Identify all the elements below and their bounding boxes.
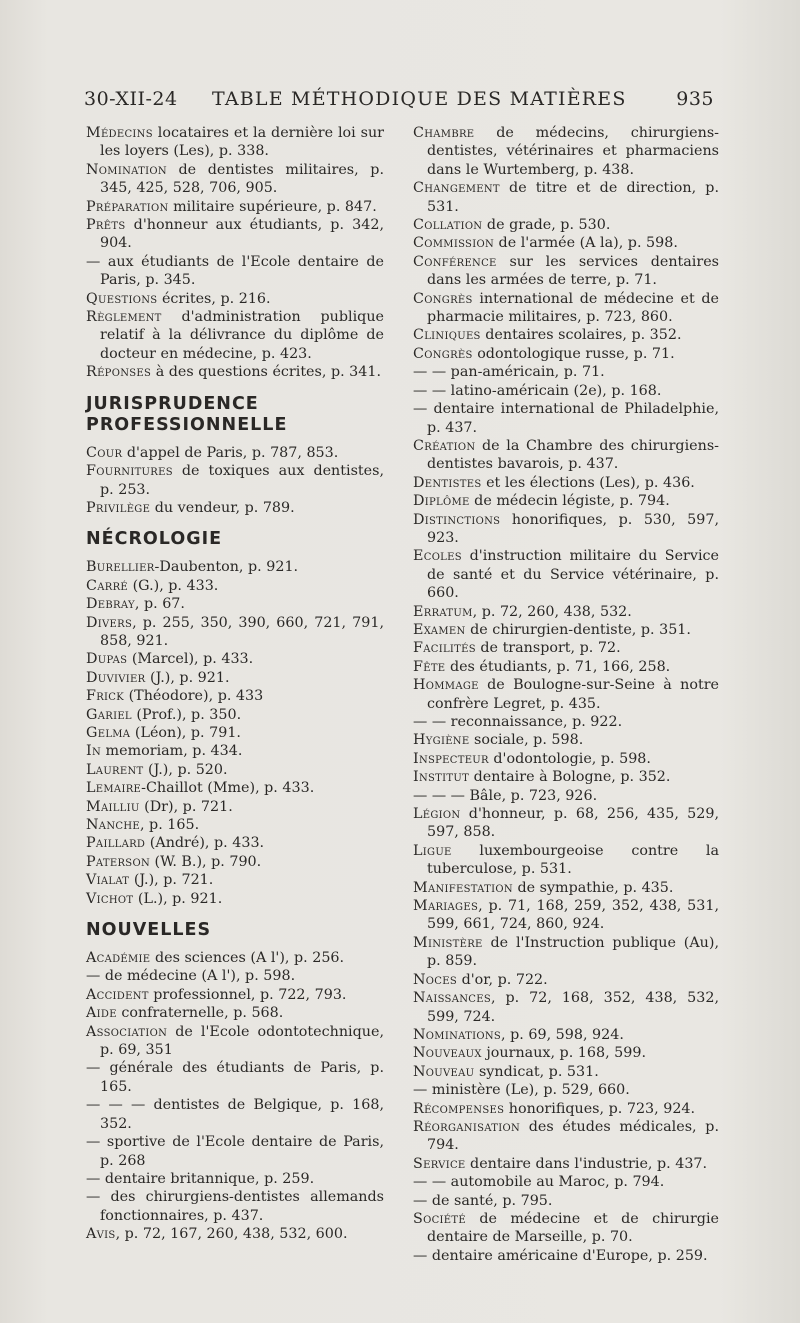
index-entry <box>86 779 384 797</box>
entry-text: de l'Ecole odontotechnique, p. 69, 351 <box>100 1023 384 1059</box>
entry-text: sur les services dentaires dans les armées de terre, p. 71. <box>427 253 720 289</box>
index-entry <box>86 290 384 308</box>
entry-text: — aux étudiants de l'Ecole dentaire de Paris, p. 345. <box>86 253 384 289</box>
index-entry <box>86 499 384 517</box>
index-entry <box>413 492 719 510</box>
entry-text: de sympathie, p. 435. <box>517 879 674 896</box>
index-entry <box>413 805 719 842</box>
entry-keyword: Institut <box>413 769 470 786</box>
entry-text: du vendeur, p. 789. <box>154 499 295 516</box>
entry-keyword: Hommage <box>413 677 479 694</box>
index-entry <box>86 253 384 290</box>
index-entry <box>86 724 384 742</box>
entry-keyword: Changement <box>413 180 500 197</box>
entry-text: (Marcel), p. 433. <box>131 651 254 668</box>
index-entry <box>86 761 384 779</box>
index-entry <box>413 842 719 879</box>
entry-keyword: Paillard <box>86 835 146 852</box>
entry-text: des sciences (A l'), p. 256. <box>154 950 345 967</box>
entry-keyword: Réponses <box>86 364 152 381</box>
entry-text: écrites, p. 216. <box>161 290 271 307</box>
index-entry <box>413 897 719 934</box>
entry-keyword: Distinctions <box>413 511 501 528</box>
entry-text: d'honneur, p. 68, 256, 435, 529, 597, 858. <box>427 806 720 841</box>
entry-keyword: Création <box>413 437 476 454</box>
entry-text: — — automobile au Maroc, p. 794. <box>413 1174 665 1191</box>
entry-keyword: Erratum <box>413 603 473 620</box>
entry-text: — sportive de l'Ecole dentaire de Paris, p. 268 <box>86 1134 384 1169</box>
entry-keyword: Lemaire <box>86 780 142 797</box>
entry-text: d'appel de Paris, p. 787, 853. <box>126 444 339 461</box>
entries-necrologie <box>86 558 384 908</box>
index-entry <box>413 1081 719 1099</box>
index-entry <box>413 363 719 381</box>
entry-keyword: Naissances <box>413 990 491 1007</box>
entry-keyword: Cliniques <box>413 327 481 344</box>
entry-text: de médecine et de chirurgie dentaire de Marseille, p. 70. <box>427 1210 719 1246</box>
entry-keyword: Privilège <box>86 499 151 516</box>
entry-keyword: Association <box>86 1023 168 1040</box>
entry-text: d'honneur aux étudiants, p. 342, 904. <box>100 217 384 252</box>
entry-text: (Prof.), p. 350. <box>136 706 242 723</box>
entry-text: professionnel, p. 722, 793. <box>153 986 347 1003</box>
page-number: 935 <box>676 88 714 110</box>
index-entry <box>86 742 384 760</box>
entry-keyword: Dupas <box>86 651 128 668</box>
entry-keyword: In <box>86 743 101 760</box>
entry-keyword: Burellier <box>86 559 155 576</box>
entry-keyword: Commission <box>413 235 494 252</box>
entry-keyword: Manifestation <box>413 879 513 896</box>
entry-keyword: Prêts <box>86 217 126 234</box>
entry-keyword: Frick <box>86 688 125 705</box>
entry-text: , p. 71, 168, 259, 352, 438, 531, 599, 661, 724, 860, 924. <box>427 898 719 933</box>
entry-text: journaux, p. 168, 599. <box>486 1045 647 1062</box>
entry-text: (André), p. 433. <box>149 835 265 852</box>
entry-keyword: Examen <box>413 621 466 638</box>
entry-keyword: Vichot <box>86 890 134 907</box>
index-entry <box>413 1026 719 1044</box>
entries-nouvelles <box>86 949 384 1244</box>
entry-text: — des chirurgiens-dentistes allemands fonctionnaires, p. 437. <box>86 1189 384 1224</box>
entry-text: , p. 255, 350, 390, 660, 721, 791, 858, 921. <box>100 614 384 649</box>
index-entry <box>413 400 719 437</box>
entry-text: dentaire à Bologne, p. 352. <box>473 769 671 786</box>
entry-keyword: Préparation <box>86 198 169 215</box>
index-entry <box>413 547 719 602</box>
entry-keyword: Laurent <box>86 761 144 778</box>
entry-text: syndicat, p. 531. <box>478 1063 599 1080</box>
index-entry <box>86 687 384 705</box>
section-heading-nouvelles: NOUVELLES <box>86 920 212 941</box>
right-column <box>413 124 719 1265</box>
index-entry <box>413 1118 719 1155</box>
entry-text: — — pan-américain, p. 71. <box>413 364 605 381</box>
entry-text: (Dr), p. 721. <box>144 798 233 815</box>
left-column <box>86 124 384 1244</box>
section-heading-jurisprudence: JURISPRUDENCE PROFESSIONNELLE <box>86 393 288 435</box>
entry-text: , p. 69, 598, 924. <box>501 1026 624 1043</box>
index-entry <box>413 879 719 897</box>
entry-text: (J.), p. 520. <box>148 761 228 778</box>
index-entry <box>413 603 719 621</box>
entry-keyword: Nominations <box>413 1026 502 1043</box>
entry-keyword: Fournitures <box>86 463 173 480</box>
entry-text: — dentaire britannique, p. 259. <box>86 1170 315 1187</box>
index-entry <box>413 1100 719 1118</box>
index-entry <box>86 816 384 834</box>
index-entry <box>86 650 384 668</box>
index-entry <box>86 124 384 161</box>
entry-text: -Chaillot (Mme), p. 433. <box>141 780 315 797</box>
entry-text: (Théodore), p. 433 <box>128 688 264 705</box>
entry-keyword: Divers <box>86 614 133 631</box>
entry-keyword: Inspecteur <box>413 750 489 767</box>
entry-text: — — reconnaissance, p. 922. <box>413 714 623 730</box>
entry-text: , p. 72, 260, 438, 532. <box>472 603 632 620</box>
index-entry <box>86 871 384 889</box>
entry-keyword: Conférence <box>413 253 497 270</box>
index-entry <box>413 326 719 344</box>
entry-text: de chirurgien-dentiste, p. 351. <box>470 621 691 638</box>
entry-keyword: Service <box>413 1155 466 1172</box>
running-head-date: 30-XII-24 <box>84 88 178 110</box>
index-entry <box>413 234 719 252</box>
index-entry <box>86 1170 384 1188</box>
entry-keyword: Société <box>413 1210 466 1227</box>
index-entry <box>413 345 719 363</box>
index-entry <box>413 768 719 786</box>
entry-text: honorifiques, p. 530, 597, 923. <box>427 511 719 546</box>
entry-keyword: Carré <box>86 577 129 594</box>
entry-text: (J.), p. 721. <box>133 872 214 889</box>
index-entry <box>413 179 719 216</box>
entry-keyword: Académie <box>86 950 151 967</box>
entry-keyword: Mailliu <box>86 798 140 815</box>
entry-keyword: Hygiène <box>413 732 470 749</box>
entry-text: d'odontologie, p. 598. <box>493 750 651 767</box>
entry-text: (Léon), p. 791. <box>134 724 241 741</box>
entry-text: de toxiques aux dentistes, p. 253. <box>100 463 385 498</box>
entry-text: de Boulogne-sur-Seine à notre confrère Legret, p. 435. <box>427 677 719 712</box>
entry-text: sociale, p. 598. <box>474 732 584 749</box>
entry-text: à des questions écrites, p. 341. <box>155 364 382 381</box>
index-entry <box>413 1192 719 1210</box>
entry-text: , p. 72, 167, 260, 438, 532, 600. <box>115 1226 348 1243</box>
entry-keyword: Vialat <box>86 872 130 889</box>
entries-right <box>413 124 719 1265</box>
entry-keyword: Nanche <box>86 817 140 833</box>
entry-keyword: Cour <box>86 444 123 461</box>
entry-text: — dentaire américaine d'Europe, p. 259. <box>413 1247 708 1264</box>
entry-keyword: Paterson <box>86 853 150 870</box>
entry-keyword: Noces <box>413 971 458 988</box>
entry-keyword: Récompenses <box>413 1100 505 1117</box>
entry-keyword: Accident <box>86 986 149 1003</box>
entry-keyword: Dentistes <box>413 474 482 491</box>
index-entry <box>413 971 719 989</box>
index-entry <box>86 614 384 651</box>
entry-keyword: Chambre <box>413 125 475 141</box>
entry-text: — — latino-américain (2e), p. 168. <box>413 382 662 399</box>
index-entry <box>413 787 719 805</box>
index-entry <box>413 639 719 657</box>
index-entry <box>413 511 719 548</box>
index-entry <box>86 308 384 363</box>
entry-keyword: Réorganisation <box>413 1118 520 1135</box>
index-entry <box>413 382 719 400</box>
entry-text: d'or, p. 722. <box>461 971 548 988</box>
index-entry <box>413 1155 719 1173</box>
entry-keyword: Nouveaux <box>413 1045 482 1062</box>
entry-text: et les élections (Les), p. 436. <box>486 474 695 491</box>
index-entry <box>413 1044 719 1062</box>
index-entry <box>413 290 719 327</box>
entry-text: de transport, p. 72. <box>480 640 621 657</box>
entry-text: confraternelle, p. 568. <box>121 1005 284 1022</box>
index-entry <box>86 1133 384 1170</box>
index-entry <box>86 558 384 576</box>
running-head-title: TABLE MÉTHODIQUE DES MATIÈRES <box>212 88 627 110</box>
index-entry <box>86 986 384 1004</box>
entry-text: d'administration publique relatif à la délivrance du diplôme de docteur en médecine, p. 423. <box>100 309 384 362</box>
index-entry <box>86 161 384 198</box>
entry-text: de médecin légiste, p. 794. <box>474 493 670 510</box>
index-entry <box>86 462 384 499</box>
entry-keyword: Aide <box>86 1005 117 1022</box>
entry-keyword: Ecoles <box>413 548 462 565</box>
index-entry <box>86 595 384 613</box>
entry-text: de dentistes militaires, p. 345, 425, 528, 706, 905. <box>100 161 384 197</box>
entry-keyword: Médecins <box>86 125 153 141</box>
entry-text: de médecins, chirurgiens-dentistes, vétérinaires et pharmaciens dans le Wurtemberg, p. 438. <box>427 125 720 178</box>
index-entry <box>413 731 719 749</box>
index-entry <box>86 949 384 967</box>
index-entry <box>413 621 719 639</box>
entry-keyword: Fête <box>413 658 446 675</box>
entry-text: d'instruction militaire du Service de santé et du Service vétérinaire, p. 660. <box>427 548 719 602</box>
entry-text: de la Chambre des chirurgiens-dentistes bavarois, p. 437. <box>427 437 719 473</box>
index-entry <box>413 676 719 713</box>
entry-text: militaire supérieure, p. 847. <box>173 198 377 215</box>
entry-text: memoriam, p. 434. <box>105 743 243 760</box>
index-entry <box>413 713 719 731</box>
index-entry <box>86 967 384 985</box>
entry-keyword: Gelma <box>86 724 131 741</box>
index-entry <box>86 216 384 253</box>
index-entry <box>86 198 384 216</box>
entry-text: de l'Instruction publique (Au), p. 859. <box>427 934 719 970</box>
entry-keyword: Ligue <box>413 842 452 859</box>
index-entry <box>413 437 719 474</box>
index-entry <box>413 216 719 234</box>
section-heading-necrologie: NÉCROLOGIE <box>86 529 223 550</box>
index-entry <box>86 444 384 462</box>
index-entry <box>413 1247 719 1265</box>
entry-keyword: Diplôme <box>413 493 470 510</box>
index-entry <box>86 1004 384 1022</box>
entry-keyword: Questions <box>86 290 158 307</box>
entry-text: — — — dentistes de Belgique, p. 168, 352. <box>86 1097 384 1132</box>
entry-text: des étudiants, p. 71, 166, 258. <box>449 658 671 675</box>
entry-text: — ministère (Le), p. 529, 660. <box>413 1082 630 1099</box>
index-entry <box>86 669 384 687</box>
entries-jurisprudence <box>86 444 384 518</box>
entry-text: — de médecine (A l'), p. 598. <box>86 968 296 985</box>
entry-text: locataires et la dernière loi sur les loyers (Les), p. 338. <box>100 125 385 160</box>
entry-text: de l'armée (A la), p. 598. <box>498 235 678 252</box>
entry-keyword: Facilités <box>413 640 476 657</box>
entry-text: , p. 67. <box>134 596 185 613</box>
entry-text: (W. B.), p. 790. <box>154 853 262 870</box>
entry-text: , p. 72, 168, 352, 438, 532, 599, 724. <box>427 990 719 1025</box>
index-entry <box>86 798 384 816</box>
index-entry <box>86 577 384 595</box>
index-entry <box>413 1173 719 1191</box>
entry-keyword: Congrès <box>413 290 473 307</box>
index-entry <box>86 890 384 908</box>
index-entry <box>86 834 384 852</box>
index-entry <box>86 1096 384 1133</box>
index-entry <box>86 1225 384 1243</box>
entry-text: international de médecine et de pharmacie militaires, p. 723, 860. <box>427 290 719 326</box>
entry-text: de titre et de direction, p. 531. <box>427 180 719 215</box>
index-entry <box>86 1023 384 1060</box>
entry-text: — — — Bâle, p. 723, 926. <box>413 787 598 804</box>
entry-text: honorifiques, p. 723, 924. <box>508 1100 696 1117</box>
index-entry <box>413 934 719 971</box>
index-entry <box>413 1210 719 1247</box>
entry-keyword: Congrès <box>413 345 473 362</box>
entry-text: — générale des étudiants de Paris, p. 165. <box>86 1060 384 1095</box>
entry-keyword: Mariages <box>413 898 479 915</box>
entry-keyword: Ministère <box>413 934 483 951</box>
index-entry <box>413 750 719 768</box>
index-entry <box>413 124 719 179</box>
entry-keyword: Debray <box>86 596 135 613</box>
entry-keyword: Gariel <box>86 706 132 723</box>
entry-text: (L.), p. 921. <box>137 890 223 907</box>
entry-text: (J.), p. 921. <box>150 669 230 686</box>
index-entry <box>86 1059 384 1096</box>
index-entry <box>86 363 384 381</box>
index-entry <box>413 253 719 290</box>
index-entry <box>86 853 384 871</box>
entry-text: , p. 165. <box>139 817 200 833</box>
index-entry <box>86 706 384 724</box>
entry-text: — de santé, p. 795. <box>413 1192 553 1209</box>
entry-text: odontologique russe, p. 71. <box>477 345 675 362</box>
entry-keyword: Avis <box>86 1226 116 1243</box>
entry-keyword: Collation <box>413 217 483 234</box>
entry-text: dentaires scolaires, p. 352. <box>485 327 682 344</box>
index-entry <box>413 658 719 676</box>
entry-text: dentaire dans l'industrie, p. 437. <box>470 1155 708 1172</box>
entry-text: des études médicales, p. 794. <box>427 1118 719 1154</box>
entry-text: — dentaire international de Philadelphie, p. 437. <box>413 401 719 436</box>
entry-keyword: Duvivier <box>86 669 146 686</box>
entry-keyword: Nouveau <box>413 1063 475 1080</box>
entries-top <box>86 124 384 382</box>
running-head <box>84 88 714 118</box>
entry-keyword: Règlement <box>86 309 162 326</box>
entry-keyword: Légion <box>413 806 461 823</box>
entry-text: luxembourgeoise contre la tuberculose, p. 531. <box>427 842 719 878</box>
entry-text: -Daubenton, p. 921. <box>154 559 299 576</box>
entry-text: de grade, p. 530. <box>486 217 611 234</box>
index-entry <box>413 1063 719 1081</box>
entry-text: (G.), p. 433. <box>132 577 219 594</box>
entry-keyword: Nomination <box>86 161 167 178</box>
index-entry <box>86 1188 384 1225</box>
index-entry <box>413 474 719 492</box>
index-entry <box>413 989 719 1026</box>
